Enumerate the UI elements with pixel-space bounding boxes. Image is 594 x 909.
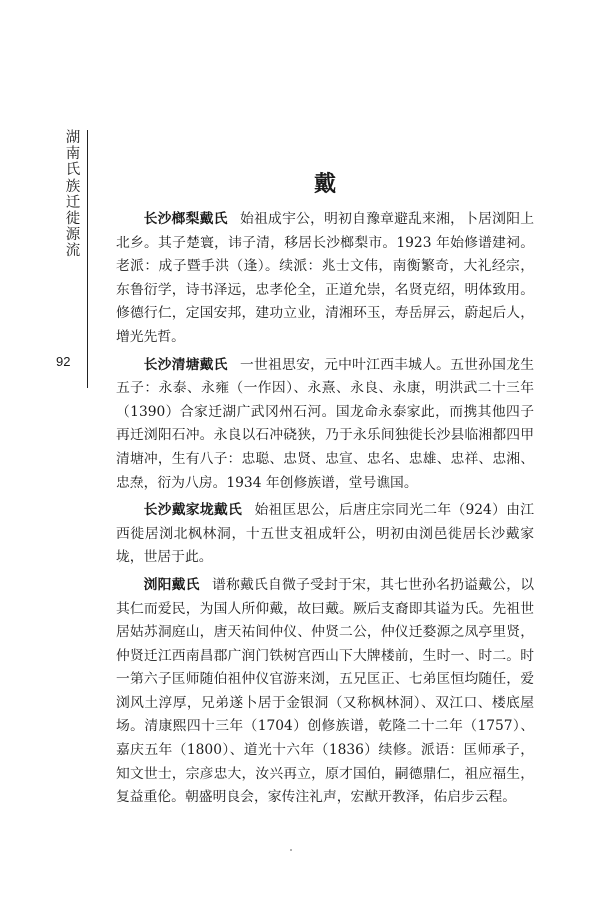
margin-rule bbox=[87, 130, 88, 388]
page-body bbox=[116, 170, 534, 814]
page-number: 92 bbox=[56, 354, 71, 369]
clan-entry bbox=[116, 354, 534, 496]
surname-heading: 戴 bbox=[313, 171, 336, 197]
clan-name: 长沙清塘戴氏 bbox=[143, 356, 228, 373]
clan-entry bbox=[116, 499, 534, 570]
clan-description: 一世祖思安，元中叶江西丰城人。五世孙国龙生五子：永泰、永雍（一作因）、永熹、永良、永康，明洪武二十三年（1390）合家迁湖广武冈州石河。国龙命永泰家此，而携其他四子再迁浏阳石冲。永良以石冲硗狭，乃于永乐间独徙长沙县临湘都四甲清塘冲，生有八子：忠聪、忠贤、忠宣、忠名、忠雄、忠祥、忠湘、忠焘，衍为八房。1934 年创修族谱，堂号谯国。 bbox=[116, 356, 534, 491]
clan-entry bbox=[116, 574, 534, 810]
clan-entry bbox=[116, 208, 534, 350]
clan-name: 长沙戴家垅戴氏 bbox=[143, 502, 243, 519]
clan-description: 谱称戴氏自微子受封于宋，其七世孙名扔谥戴公，以其仁而爱民，为国人所仰戴，故曰戴。厥后支裔即其谥为氏。先祖世居姑苏洞庭山，唐天祐间仲仪、仲贤二公，仲仪迁婺源之凤亭里贤，仲贤迁江西南昌郡广润门铁树宫西山下大牌楼前，生时一、时二。时一第六子匡师随伯祖仲仪官游来浏，五兄匡正、七弟匡恒均随任，爱浏风土淳厚，兄弟遂卜居于金银洞（又称枫林洞）、双江口、楼底屋场。清康熙四十三年（1704）创修族谱，乾隆二十二年（1757）、嘉庆五年（1800）、道光十六年（1836）续修。派语：匡师承子，知文世士，宗彦忠大，汝兴再立，原才国伯，嗣德鼎仁，祖应福生，复益重伦。朝盛明良会，家传注礼声，宏猷开教泽，佑启步云程。 bbox=[116, 576, 534, 806]
scan-speck bbox=[290, 849, 292, 851]
clan-name: 长沙榔梨戴氏 bbox=[143, 211, 228, 227]
book-title: 湖南氏族迁徙源流 bbox=[65, 130, 81, 260]
clan-description: 始祖匡思公，后唐庄宗同光二年（924）由江西徙居浏北枫林洞，十五世支祖成轩公，明初由浏邑徙居长沙戴家垅，世居于此。 bbox=[116, 502, 534, 566]
clan-description: 始祖成宇公，明初自豫章避乱来湘，卜居浏阳上北乡。其子楚寰，讳子清，移居长沙榔梨市。1923 年始修谱建祠。老派：成子暨手洪（逢）。续派：兆士文伟，南衡繁奇，大礼经宗，东鲁衍学，诗书泽远，忠孝伦全，正道允崇，名贤克绍，明体致用。修德行仁，定国安邦，建功立业，清湘环玉，寿岳屏云，蔚起后人，增光先哲。 bbox=[116, 211, 534, 345]
clan-name: 浏阳戴氏 bbox=[143, 576, 200, 593]
